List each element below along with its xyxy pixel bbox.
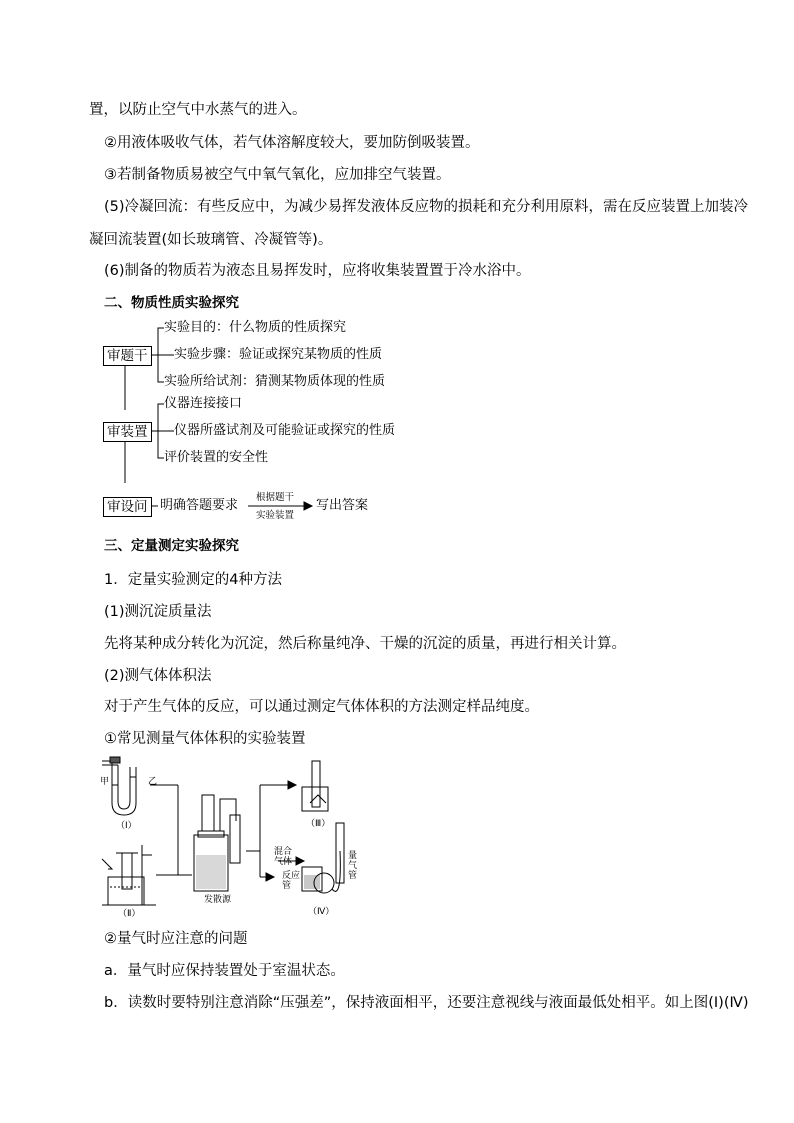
text-line: ①常见测量气体体积的实验装置 — [104, 731, 306, 747]
flow-item: 明确答题要求 — [160, 498, 239, 513]
subheading: 1．定量实验测定的4种方法 — [104, 572, 282, 588]
arrow-label-bottom: 实验装置 — [256, 510, 295, 521]
flow-diagram — [100, 318, 520, 523]
method-title: (2)测气体体积法 — [104, 668, 212, 684]
text-line: a．量气时应保持装置处于室温状态。 — [104, 963, 345, 979]
flow-item: 评价装置的安全性 — [164, 450, 269, 465]
section-heading: 三、定量测定实验探究 — [104, 538, 239, 554]
label-source: 发散源 — [204, 895, 232, 905]
gas-measurement-apparatus — [96, 755, 376, 923]
label-jia: 甲 — [100, 777, 110, 787]
text-line: 对于产生气体的反应，可以通过测定气体体积的方法测定样品纯度。 — [104, 699, 539, 715]
label-I: （Ⅰ） — [116, 821, 137, 831]
label-gas-tube: 量气管 — [348, 851, 358, 881]
text-line: 置，以防止空气中水蒸气的进入。 — [89, 102, 307, 118]
text-line: 先将某种成分转化为沉淀，然后称量纯净、干燥的沉淀的质量，再进行相关计算。 — [104, 636, 626, 652]
flow-result: 写出答案 — [316, 498, 369, 513]
arrow-label-top: 根据题干 — [256, 492, 295, 503]
flow-item: 实验步骤：验证或探究某物质的性质 — [174, 347, 383, 362]
review-question-box: 审设问 — [103, 497, 152, 517]
label-mixed-gas: 混合气体 — [274, 847, 293, 867]
flow-item: 仪器所盛试剂及可能验证或探究的性质 — [174, 423, 396, 438]
text-line: (6)制备的物质若为液态且易挥发时，应将收集装置置于冷水浴中。 — [104, 263, 531, 279]
text-line: 凝回流装置(如长玻璃管、冷凝管等)。 — [89, 232, 333, 248]
label-reactor: 反应管 — [282, 871, 301, 891]
flow-item: 实验所给试剂：猜测某物质体现的性质 — [164, 374, 386, 389]
review-apparatus-box: 审装置 — [103, 422, 152, 442]
method-title: (1)测沉淀质量法 — [104, 604, 212, 620]
label-yi: 乙 — [148, 777, 158, 787]
text-line: ③若制备物质易被空气中氧气氧化，应加排空气装置。 — [104, 167, 451, 183]
flow-item: 实验目的：什么物质的性质探究 — [164, 320, 347, 335]
text-line: b．读数时要特别注意消除“压强差”，保持液面相平，还要注意视线与液面最低处相平。如上图(Ⅰ)(Ⅳ) — [104, 995, 749, 1011]
label-IV: （Ⅳ） — [308, 907, 335, 917]
section-heading: 二、物质性质实验探究 — [104, 295, 239, 311]
text-line: (5)冷凝回流：有些反应中，为减少易挥发液体反应物的损耗和充分利用原料，需在反应装置上加装冷 — [104, 199, 749, 215]
apparatus-drawing — [96, 755, 376, 923]
text-line: ②量气时应注意的问题 — [104, 931, 248, 947]
text-line: ②用液体吸收气体，若气体溶解度较大，要加防倒吸装置。 — [104, 135, 480, 151]
flow-item: 仪器连接接口 — [164, 396, 243, 411]
review-stem-box: 审题干 — [103, 346, 152, 366]
label-II: （Ⅱ） — [118, 909, 141, 919]
label-III: （Ⅲ） — [306, 819, 331, 829]
